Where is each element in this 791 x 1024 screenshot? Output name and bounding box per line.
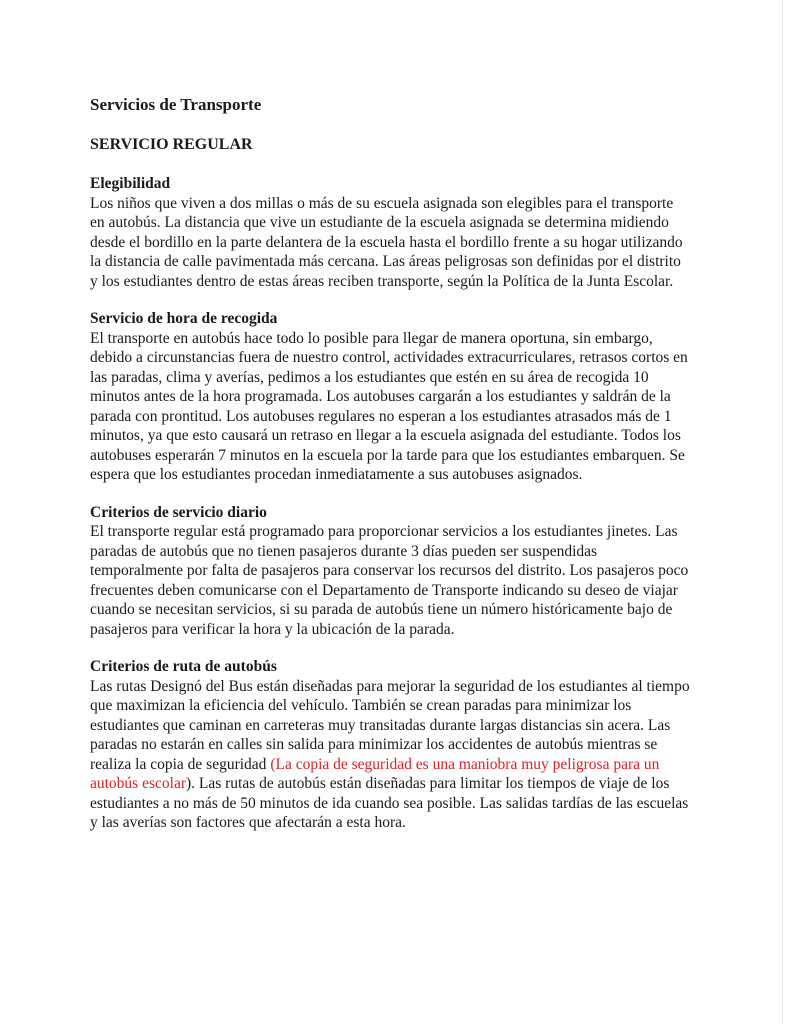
section-servicio-diario	[90, 503, 690, 640]
document-subtitle: SERVICIO REGULAR	[90, 136, 253, 153]
section-body: El transporte regular está programado para proporcionar servicios a los estudiantes jinetes. Las paradas de autobús que no tienen pasajeros durante 3 días pueden ser suspendidas temporalmente por falta de pasajeros para conservar los recursos del distrito. Los pasajeros poco frecuentes deben comunicarse con el Departamento de Transporte indicando su deseo de viajar cuando se necesitan servicios, si su parada de autobús tiene un número históricamente bajo de pasajeros para verificar la hora y la ubicación de la parada.	[90, 523, 689, 638]
section-body: El transporte en autobús hace todo lo posible para llegar de manera oportuna, sin embargo, debido a circunstancias fuera de nuestro control, actividades extracurriculares, retrasos cortos en las paradas, clima y averías, pedimos a los estudiantes que estén en su área de recogida 10 minutos antes de la hora programada. Los autobuses cargarán a los estudiantes y saldrán de la parada con prontitud. Los autobuses regulares no esperan a los estudiantes atrasados más de 1 minutos, ya que esto causará un retraso en llegar a la escuela asignada del estudiante. Todos los autobuses esperarán 7 minutos en la escuela por la tarde para que los estudiantes embarquen. Se espera que los estudiantes procedan inmediatamente a sus autobuses asignados.	[90, 329, 688, 483]
section-heading: Criterios de servicio diario	[90, 503, 267, 521]
section-ruta-autobus	[90, 657, 690, 833]
section-body	[90, 677, 690, 833]
body-text-after: ). Las rutas de autobús están diseñadas para limitar los tiempos de viaje de los estudiantes a no más de 50 minutos de ida cuando sea posible. Las salidas tardías de las escuelas y las averías son factores que afectarán a esta hora.	[90, 775, 689, 831]
section-elegibilidad	[90, 174, 690, 291]
page-edge-divider	[782, 0, 783, 1024]
body-text-before: Las rutas Designó del Bus están diseñadas para mejorar la seguridad de los estudiantes al tiempo que maximizan la eficiencia del vehículo. También se crean paradas para minimizar los estudiantes que caminan en carreteras muy transitadas durante largas distancias sin acera. Las paradas no estarán en calles sin salida para minimizar los accidentes de autobús mientras se realiza la copia de seguridad	[90, 677, 690, 773]
highlighted-warning-text: (La copia de seguridad es una maniobra muy peligrosa para un autobús escolar	[90, 755, 660, 792]
document-title: Servicios de Transporte	[90, 95, 262, 114]
document-page	[90, 94, 690, 833]
section-heading: Elegibilidad	[90, 175, 171, 192]
section-body: Los niños que viven a dos millas o más de su escuela asignada son elegibles para el transporte en autobús. La distancia que vive un estudiante de la escuela asignada se determina midiendo desde el bordillo en la parte delantera de la escuela hasta el bordillo frente a su hogar utilizando la distancia de calle pavimentada más cercana. Las áreas peligrosas son definidas por el distrito y los estudiantes dentro de estas áreas reciben transporte, según la Política de la Junta Escolar.	[90, 194, 683, 290]
section-hora-recogida	[90, 309, 690, 485]
section-heading: Criterios de ruta de autobús	[90, 658, 277, 675]
section-heading: Servicio de hora de recogida	[90, 310, 278, 327]
